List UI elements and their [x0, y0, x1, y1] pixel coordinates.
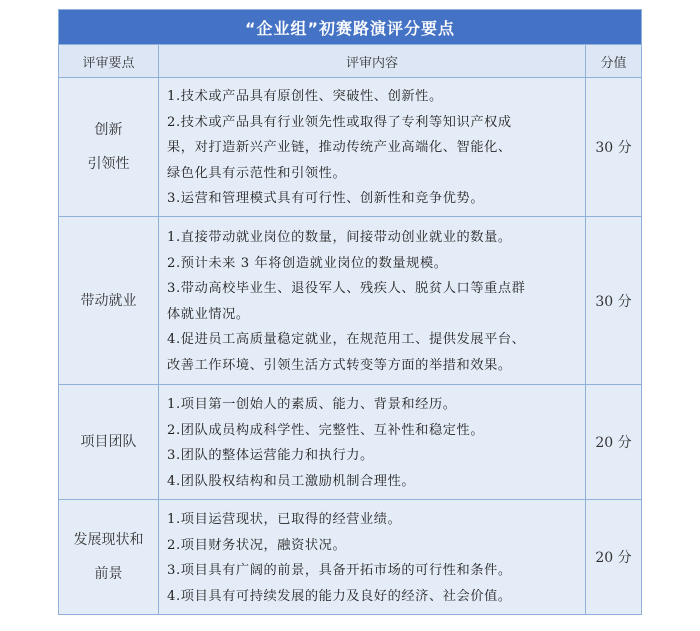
category-line: 创新 [94, 122, 123, 138]
content-line: 4.项目具有可持续发展的能力及良好的经济、社会价值。 [167, 588, 512, 604]
content-line: 体就业情况。 [167, 306, 250, 322]
content-line: 果，对打造新兴产业链，推动传统产业高端化、智能化、 [167, 140, 512, 156]
row-category [59, 217, 159, 385]
content-line: 4.促进员工高质量稳定就业，在规范用工、提供发展平台、 [167, 332, 526, 347]
category-line: 引领性 [87, 156, 130, 172]
row-content [159, 78, 586, 217]
title-row [59, 10, 642, 45]
content-line: 3.项目具有广阔的前景，具备开拓市场的可行性和条件。 [167, 563, 512, 578]
content-line: 1.项目运营现状，已取得的经营业绩。 [167, 512, 402, 527]
category-line: 带动就业 [80, 292, 137, 309]
content-line: 3.团队的整体运营能力和执行力。 [167, 448, 374, 463]
table-row [59, 217, 642, 385]
content-line: 2.团队成员构成科学性、完整性、互补性和稳定性。 [167, 422, 485, 438]
row-category [59, 500, 159, 615]
row-score: 30 分 [585, 78, 641, 217]
row-category [59, 78, 159, 217]
content-line: 1.项目第一创始人的素质、能力、背景和经历。 [167, 397, 457, 412]
content-line: 3.带动高校毕业生、退役军人、残疾人、脱贫人口等重点群 [167, 281, 526, 296]
content-line: 4.团队股权结构和员工激励机制合理性。 [167, 473, 416, 489]
row-score: 20 分 [585, 500, 641, 615]
category-line: 项目团队 [80, 434, 137, 450]
table-title: “企业组”初赛路演评分要点 [59, 10, 642, 45]
row-category [59, 385, 159, 500]
scoring-table-container [58, 9, 642, 615]
row-content [159, 217, 586, 385]
header-score: 分值 [585, 45, 641, 78]
header-row [59, 45, 642, 78]
content-line: 1.技术或产品具有原创性、突破性、创新性。 [167, 89, 443, 105]
content-line: 1.直接带动就业岗位的数量，间接带动创业就业的数量。 [167, 230, 512, 245]
scoring-table [58, 9, 642, 615]
content-line: 2.项目财务状况，融资状况。 [167, 537, 347, 553]
row-content [159, 500, 586, 615]
row-score: 20 分 [585, 385, 641, 500]
content-line: 绿色化具有示范性和引领性。 [167, 165, 347, 181]
header-content: 评审内容 [159, 45, 586, 78]
content-line: 3.运营和管理模式具有可行性、创新性和竞争优势。 [167, 191, 485, 207]
content-line: 2.技术或产品具有行业领先性或取得了专利等知识产权成 [167, 114, 512, 130]
content-line: 2.预计未来 3 年将创造就业岗位的数量规模。 [167, 255, 448, 271]
table-row [59, 78, 642, 217]
header-criteria: 评审要点 [59, 45, 159, 78]
category-line: 前景 [94, 566, 123, 582]
table-row [59, 500, 642, 615]
row-content [159, 385, 586, 500]
content-line: 改善工作环境、引领生活方式转变等方面的举措和效果。 [167, 357, 512, 373]
category-line: 发展现状和 [73, 532, 144, 548]
table-row [59, 385, 642, 500]
row-score: 30 分 [585, 217, 641, 385]
